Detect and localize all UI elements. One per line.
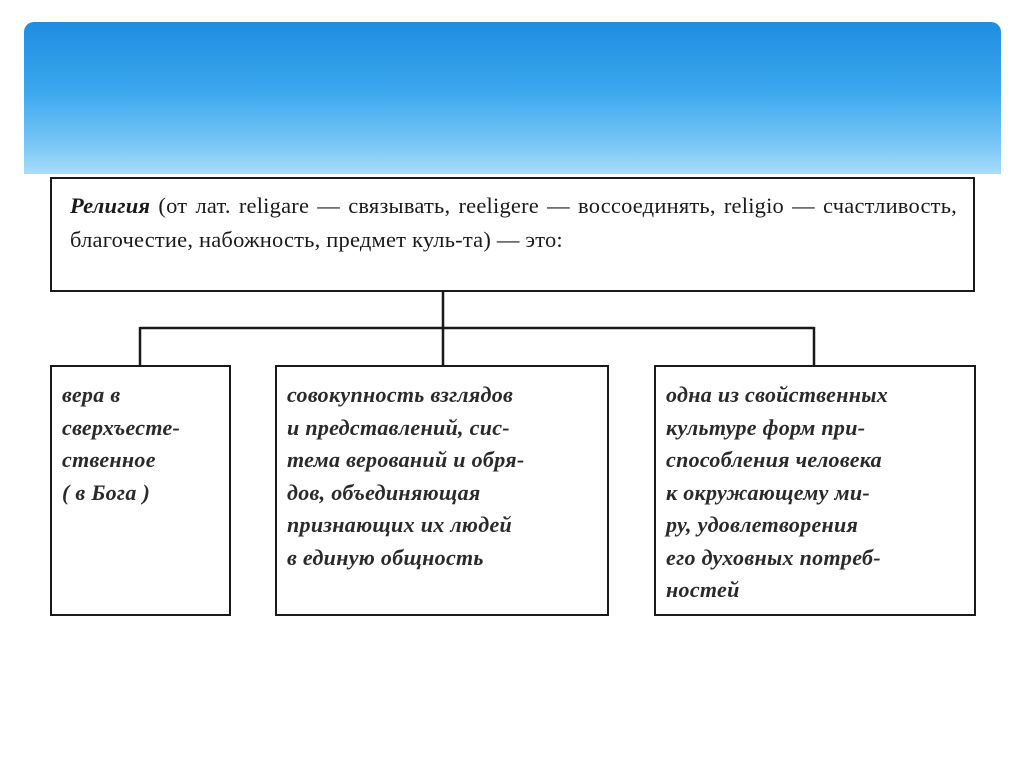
child-box-worldview: совокупность взглядов и представлений, сис- тема верований и обря- дов, объединяющая признающих их людей в единую общность bbox=[275, 365, 609, 616]
definition-text: (от лат. religare — связывать, reeligere — воссоединять, religio — счастливость, благочестие, набожность, предмет куль-та) — это: bbox=[70, 193, 957, 252]
child-box-adaptation: одна из свойственных культуре форм при- способления человека к окружающему ми- ру, удовлетворения его духовных потреб- ностей bbox=[654, 365, 976, 616]
child-box-faith: вера в сверхъесте- ственное ( в Бога ) bbox=[50, 365, 231, 616]
definition-box bbox=[50, 177, 975, 292]
definition-term: Религия bbox=[70, 193, 151, 218]
title-banner bbox=[24, 22, 1001, 174]
